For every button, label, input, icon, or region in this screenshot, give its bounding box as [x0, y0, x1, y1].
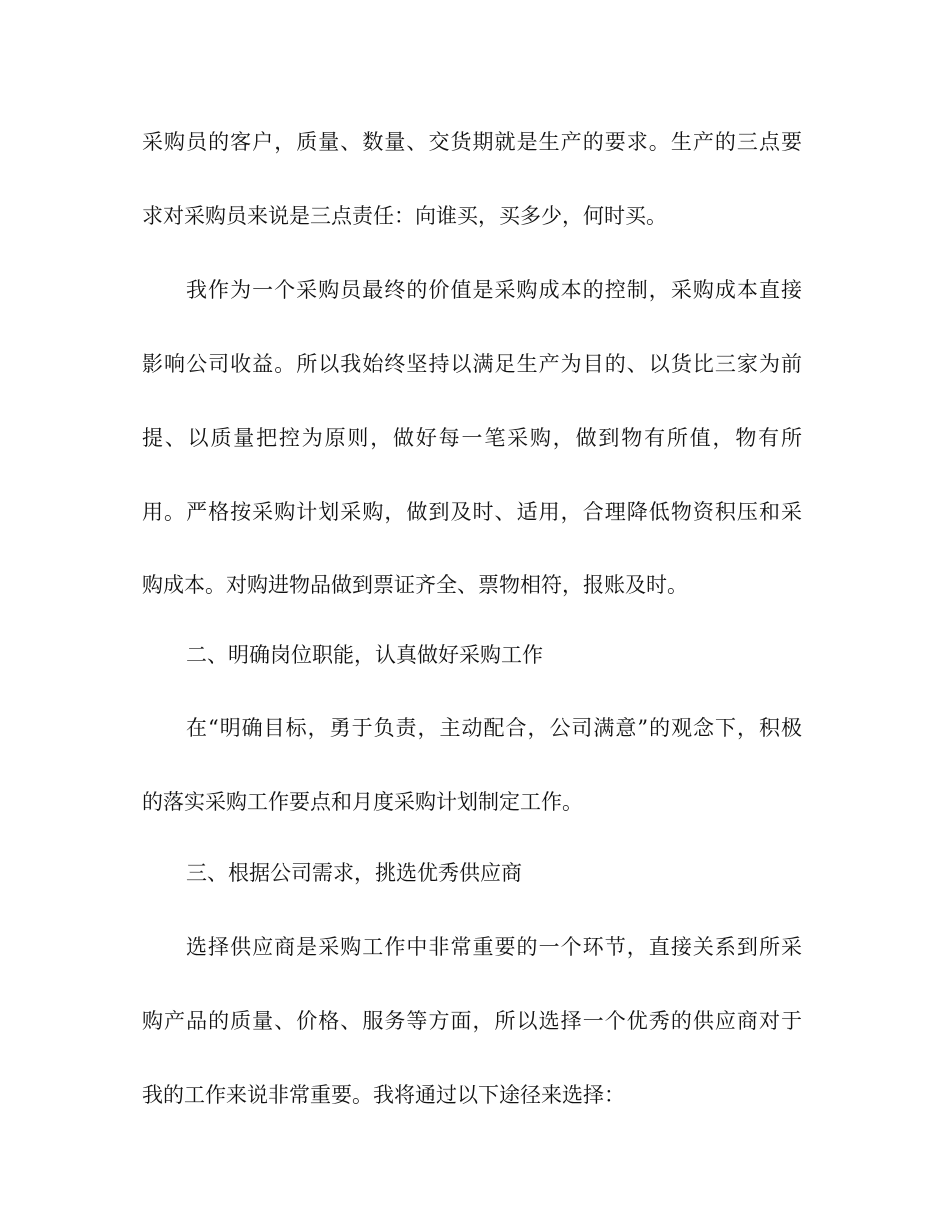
section-heading: 二、明确岗位职能，认真做好采购工作: [186, 643, 543, 667]
text-line: 购产品的质量、价格、服务等方面，所以选择一个优秀的供应商对于: [142, 1009, 802, 1033]
text-line: 购成本。对购进物品做到票证齐全、票物相符，报账及时。: [142, 573, 688, 597]
text-line: 提、以质量把控为原则，做好每一笔采购，做到物有所值，物有所: [142, 426, 802, 450]
text-line: 采购员的客户，质量、数量、交货期就是生产的要求。生产的三点要: [142, 130, 802, 154]
text-line: 的落实采购工作要点和月度采购计划制定工作。: [142, 790, 583, 814]
text-line: 求对采购员来说是三点责任：向谁买，买多少，何时买。: [142, 204, 667, 228]
section-heading: 三、根据公司需求，挑选优秀供应商: [186, 861, 522, 885]
text-line: 我的工作来说非常重要。我将通过以下途径来选择：: [142, 1083, 625, 1107]
text-line: 影响公司收益。所以我始终坚持以满足生产为目的、以货比三家为前: [142, 352, 802, 376]
text-line: 我作为一个采购员最终的价值是采购成本的控制，采购成本直接: [186, 278, 802, 302]
text-line: 用。严格按采购计划采购，做到及时、适用，合理降低物资积压和采: [142, 500, 802, 524]
text-line: 选择供应商是采购工作中非常重要的一个环节，直接关系到所采: [186, 935, 802, 959]
text-line: 在“明确目标，勇于负责，主动配合，公司满意”的观念下，积极: [186, 716, 802, 740]
